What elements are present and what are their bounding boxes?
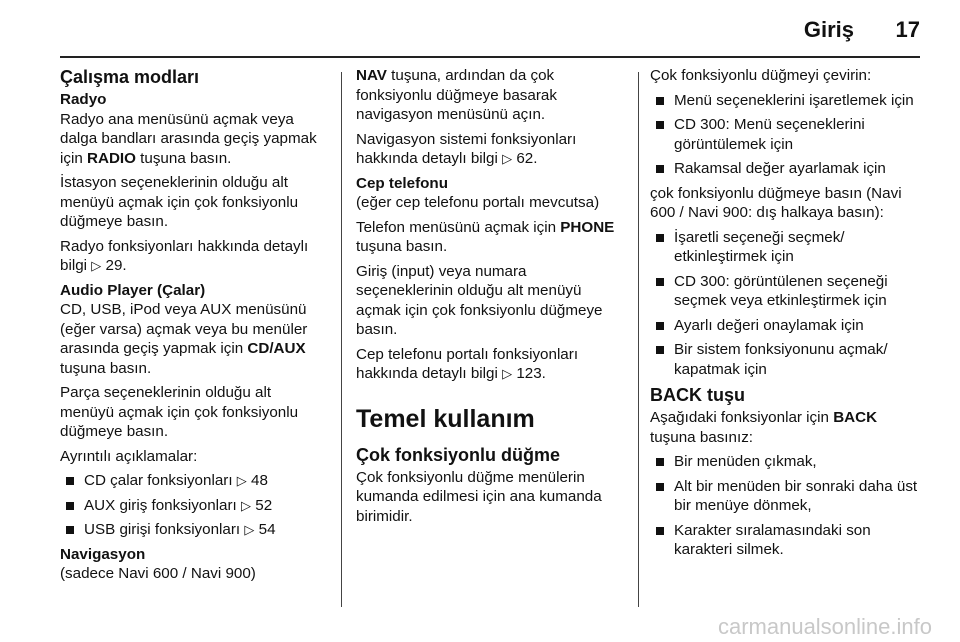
subheading-mobile-phone: Cep telefonu [356,174,448,192]
list-item: Menü seçeneklerini işaretlemek için [650,91,922,111]
list-item: Karakter sıralamasındaki son karakteri silmek. [650,521,922,560]
key-label-phone: PHONE [560,218,615,236]
page-ref: 29. [105,257,127,274]
bullet-square-icon [656,527,664,535]
page-ref-arrow-icon: ▷ [244,522,255,537]
bullet-square-icon [656,165,664,173]
bullet-list [650,452,922,560]
list-item: Bir menüden çıkmak, [650,452,922,472]
bullet-square-icon [66,502,74,510]
page-ref-arrow-icon: ▷ [502,366,513,381]
paragraph: çok fonksiyonlu düğmeye basın (Navi 600 / Navi 900: dış halkaya basın): [650,184,902,221]
list-item: AUX giriş fonksiyonları ▷ 52 [60,496,328,516]
list-item: CD 300: görüntülenen seçeneği seçmek veya etkinleştirmek için [650,272,922,311]
paragraph: Telefon menüsünü açmak için PHONE tuşuna basın. [356,218,615,255]
paragraph: Çok fonksiyonlu düğmeyi çevirin: [650,67,872,84]
bullet-square-icon [656,458,664,466]
bullet-square-icon [656,483,664,491]
bullet-square-icon [66,477,74,485]
bullet-square-icon [656,322,664,330]
bullet-list [650,228,922,380]
section-heading-operating-modes: Çalışma modları [60,67,200,87]
page-ref-arrow-icon: ▷ [91,258,102,273]
page-ref-arrow-icon: ▷ [236,473,247,488]
page-ref-arrow-icon: ▷ [502,151,513,166]
paragraph: İstasyon seçeneklerinin olduğu alt menüyü açmak için çok fonksiyonlu düğmeye basın. [60,174,299,230]
bullet-square-icon [656,234,664,242]
column-divider-1 [341,72,342,607]
subheading-navigation: Navigasyon [60,545,146,563]
page-number: 17 [895,17,920,42]
column-2 [356,66,622,531]
paragraph: Aşağıdaki fonksiyonlar için BACK tuşuna basınız: [650,409,878,446]
bullet-square-icon [66,526,74,534]
column-3 [650,66,922,565]
key-label-cd-aux: CD/AUX [247,340,306,357]
paragraph: Radyo fonksiyonları hakkında detaylı bilgi ▷ 29. [60,237,309,274]
paragraph: Cep telefonu portalı fonksiyonları hakkında detaylı bilgi ▷ 123. [356,345,579,382]
section-heading-basic-operation: Temel kullanım [356,404,535,433]
subheading-multifunction-knob: Çok fonksiyonlu düğme [356,444,561,465]
paragraph: Giriş (input) veya numara seçeneklerinin olduğu alt menüyü açmak için çok fonksiyonlu düğmeye basın. [356,262,603,338]
list-item: CD çalar fonksiyonları ▷ 48 [60,471,328,491]
watermark: carmanualsonline.info [717,614,932,639]
list-item: USB girişi fonksiyonları ▷ 54 [60,520,328,540]
paragraph: Radyo ana menüsünü açmak veya dalga bandları arasında geçiş yapmak için RADIO tuşuna basın. [60,110,317,167]
list-item: CD 300: Menü seçeneklerini görüntülemek için [650,115,922,154]
paragraph: (sadece Navi 600 / Navi 900) [60,565,256,582]
list-item: Ayarlı değeri onaylamak için [650,316,922,336]
paragraph: Ayrıntılı açıklamalar: [60,447,198,465]
list-item: İşaretli seçeneği seçmek/ etkinleştirmek için [650,228,922,267]
bullet-square-icon [656,346,664,354]
paragraph: CD, USB, iPod veya AUX menüsünü (eğer varsa) açmak veya bu menüler arasında geçiş yapmak için CD/AUX tuşuna basın. [60,301,308,377]
paragraph: NAV tuşuna, ardından da çok fonksiyonlu düğmeye basarak navigasyon menüsünü açın. [356,67,557,123]
bullet-list [650,91,922,179]
column-1 [60,66,328,589]
page-title: Giriş [803,17,854,42]
bullet-list [60,471,328,540]
bullet-square-icon [656,121,664,129]
paragraph: Parça seçeneklerinin olduğu alt menüyü açmak için çok fonksiyonlu düğmeye basın. [60,384,299,440]
subheading-audio-player: Audio Player (Çalar) [60,281,206,299]
bullet-square-icon [656,278,664,286]
header-divider [60,56,920,58]
key-label-back: BACK [833,409,878,426]
subheading-back-button: BACK tuşu [650,385,745,405]
key-label-nav: NAV [356,67,387,84]
list-item: Bir sistem fonksiyonunu açmak/ kapatmak için [650,340,922,379]
paragraph: Navigasyon sistemi fonksiyonları hakkında detaylı bilgi ▷ 62. [356,130,577,167]
key-label-radio: RADIO [87,149,136,167]
page-ref-arrow-icon: ▷ [241,497,252,513]
column-divider-2 [638,72,639,607]
paragraph: Çok fonksiyonlu düğme menülerin kumanda edilmesi için ana kumanda birimidir. [356,468,602,525]
page-header [60,0,920,58]
subheading-radio: Radyo [60,91,107,108]
paragraph: (eğer cep telefonu portalı mevcutsa) [356,194,600,211]
list-item: Alt bir menüden bir sonraki daha üst bir menüye dönmek, [650,477,922,516]
bullet-square-icon [656,97,664,105]
list-item: Rakamsal değer ayarlamak için [650,159,922,179]
